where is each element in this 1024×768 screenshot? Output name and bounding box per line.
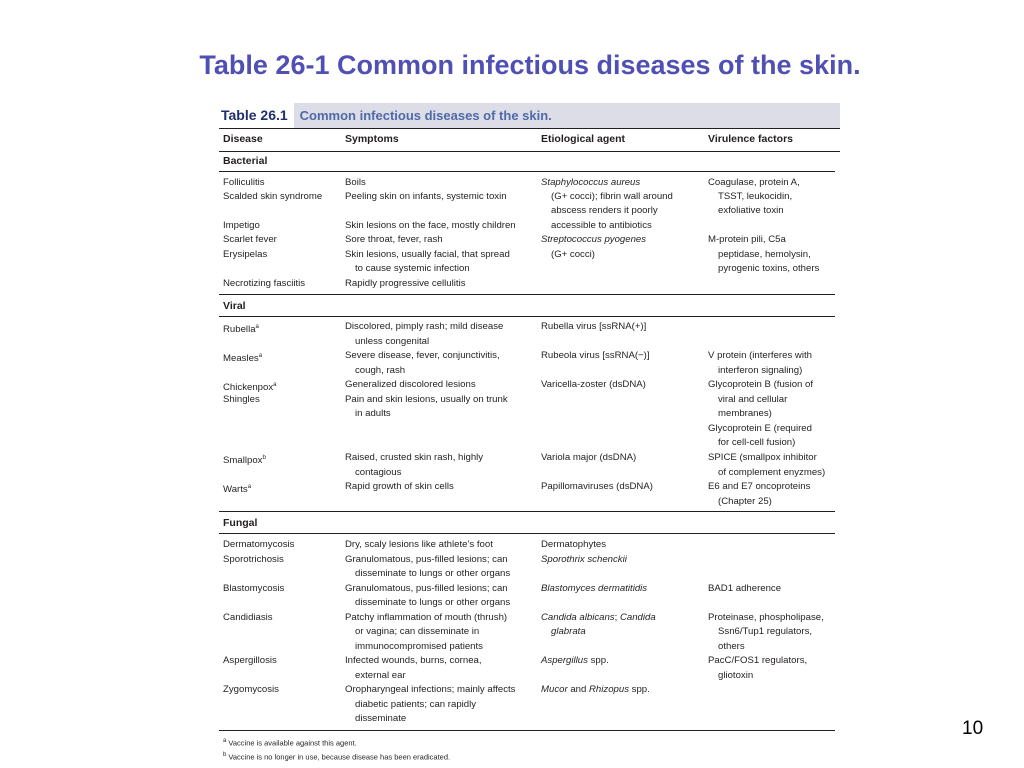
section-viral <box>219 296 835 316</box>
agent-cell: glabrata <box>551 626 586 637</box>
disease-cell: Necrotizing fasciitis <box>223 278 306 289</box>
disease-cell: Measles$^a$ <box>223 353 263 365</box>
symptom-cell: unless congenital <box>355 336 430 347</box>
footnote-b: $^b$ Vaccine is no longer in use, because disease has been eradicated. <box>223 752 451 762</box>
virulence-cell: Ssn6/Tup1 regulators, <box>718 626 813 637</box>
virulence-cell: SPICE (smallpox inhibitor <box>708 452 817 463</box>
footnote-a: $^a$ Vaccine is available against this agent. <box>223 738 357 748</box>
disease-cell: Scalded skin syndrome <box>223 191 323 202</box>
table-caption-bar <box>219 103 840 128</box>
agent-cell: Aspergillus spp. <box>541 655 609 666</box>
virulence-cell: Proteinase, phospholipase, <box>708 612 824 623</box>
symptom-cell: Granulomatous, pus-filled lesions; can <box>345 554 508 565</box>
section-fungal <box>219 513 835 533</box>
virulence-cell: Glycoprotein E (required <box>708 423 812 434</box>
divider <box>219 171 835 172</box>
disease-cell: Aspergillosis <box>223 655 277 666</box>
divider <box>219 533 835 534</box>
agent-cell: Sporothrix schenckii <box>541 554 627 565</box>
disease-cell: Zygomycosis <box>223 684 279 695</box>
section-label-bacterial: Bacterial <box>223 155 268 167</box>
column-header-row <box>219 128 840 152</box>
symptom-cell: to cause systemic infection <box>355 263 470 274</box>
symptom-cell: cough, rash <box>355 365 406 376</box>
symptom-cell: Skin lesions on the face, mostly children <box>345 220 516 231</box>
disease-cell: Shingles <box>223 394 260 405</box>
symptom-cell: diabetic patients; can rapidly <box>355 699 477 710</box>
disease-cell: Blastomycosis <box>223 583 285 594</box>
section-bacterial <box>219 151 835 171</box>
column-header-etiological-agent: Etiological agent <box>541 133 626 145</box>
symptom-cell: disseminate <box>355 713 407 724</box>
symptom-cell: Discolored, pimply rash; mild disease <box>345 321 504 332</box>
symptom-cell: Boils <box>345 177 366 188</box>
symptom-cell: Granulomatous, pus-filled lesions; can <box>345 583 508 594</box>
virulence-cell: others <box>718 641 745 652</box>
table-caption: Common infectious diseases of the skin. <box>299 108 552 123</box>
symptom-cell: Pain and skin lesions, usually on trunk <box>345 394 508 405</box>
table-number: Table 26.1 <box>219 103 294 128</box>
agent-cell: Papillomaviruses (dsDNA) <box>541 481 653 492</box>
disease-cell: Dermatomycosis <box>223 539 295 550</box>
symptom-cell: Severe disease, fever, conjunctivitis, <box>345 350 500 361</box>
symptom-cell: Peeling skin on infants, systemic toxin <box>345 191 507 202</box>
virulence-cell: BAD1 adherence <box>708 583 782 594</box>
virulence-cell: V protein (interferes with <box>708 350 812 361</box>
virulence-cell: of complement enyzmes) <box>718 467 826 478</box>
agent-cell: (G+ cocci); fibrin wall around <box>551 191 673 202</box>
agent-cell: Varicella-zoster (dsDNA) <box>541 379 646 390</box>
symptom-cell: disseminate to lungs or other organs <box>355 568 511 579</box>
virulence-cell: interferon signaling) <box>718 365 803 376</box>
agent-cell: Dermatophytes <box>541 539 607 550</box>
agent-cell: accessible to antibiotics <box>551 220 652 231</box>
column-header-disease: Disease <box>223 133 263 145</box>
symptom-cell: Generalized discolored lesions <box>345 379 476 390</box>
disease-cell: Erysipelas <box>223 249 268 260</box>
agent-cell: Staphylococcus aureus <box>541 177 641 188</box>
symptom-cell: Infected wounds, burns, cornea, <box>345 655 482 666</box>
symptom-cell: Patchy inflammation of mouth (thrush) <box>345 612 508 623</box>
virulence-cell: viral and cellular <box>718 394 788 405</box>
virulence-cell: M-protein pili, C5a <box>708 234 786 245</box>
section-label-fungal: Fungal <box>223 517 258 529</box>
table-26-1 <box>219 103 840 152</box>
agent-cell: (G+ cocci) <box>551 249 595 260</box>
symptom-cell: Oropharyngeal infections; mainly affects <box>345 684 516 695</box>
disease-cell: Candidiasis <box>223 612 273 623</box>
disease-cell: Chickenpox$^a$ <box>223 382 277 394</box>
agent-cell: Rubella virus [ssRNA(+)] <box>541 321 647 332</box>
symptom-cell: Sore throat, fever, rash <box>345 234 443 245</box>
disease-cell: Folliculitis <box>223 177 265 188</box>
section-label-viral: Viral <box>223 300 246 312</box>
disease-cell: Warts$^a$ <box>223 484 252 496</box>
agent-cell: Variola major (dsDNA) <box>541 452 637 463</box>
divider <box>219 294 835 295</box>
virulence-cell: TSST, leukocidin, <box>718 191 793 202</box>
virulence-cell: (Chapter 25) <box>718 496 772 507</box>
symptom-cell: Skin lesions, usually facial, that spread <box>345 249 510 260</box>
disease-cell: Smallpox$^b$ <box>223 455 266 467</box>
agent-cell: Candida albicans; Candida <box>541 612 656 623</box>
disease-cell: Rubella$^a$ <box>223 324 259 336</box>
virulence-cell: for cell-cell fusion) <box>718 437 796 448</box>
virulence-cell: gliotoxin <box>718 670 754 681</box>
symptom-cell: in adults <box>355 408 391 419</box>
footnote-divider <box>219 730 835 731</box>
agent-cell: Blastomyces dermatitidis <box>541 583 648 594</box>
virulence-cell: peptidase, hemolysin, <box>718 249 811 260</box>
divider <box>219 511 835 512</box>
symptom-cell: external ear <box>355 670 406 681</box>
disease-cell: Impetigo <box>223 220 260 231</box>
symptom-cell: Rapidly progressive cellulitis <box>345 278 466 289</box>
agent-cell: Mucor and Rhizopus spp. <box>541 684 650 695</box>
symptom-cell: Raised, crusted skin rash, highly <box>345 452 484 463</box>
agent-cell: abscess renders it poorly <box>551 205 658 216</box>
symptom-cell: or vagina; can disseminate in <box>355 626 480 637</box>
virulence-cell: membranes) <box>718 408 772 419</box>
symptom-cell: contagious <box>355 467 402 478</box>
slide-title: Table 26-1 Common infectious diseases of the skin. <box>199 50 861 80</box>
column-header-symptoms: Symptoms <box>345 133 399 145</box>
virulence-cell: E6 and E7 oncoproteins <box>708 481 811 492</box>
disease-cell: Scarlet fever <box>223 234 277 245</box>
symptom-cell: Rapid growth of skin cells <box>345 481 454 492</box>
virulence-cell: Coagulase, protein A, <box>708 177 800 188</box>
agent-cell: Rubeola virus [ssRNA(−)] <box>541 350 650 361</box>
virulence-cell: Glycoprotein B (fusion of <box>708 379 814 390</box>
symptom-cell: disseminate to lungs or other organs <box>355 597 511 608</box>
virulence-cell: pyrogenic toxins, others <box>718 263 820 274</box>
virulence-cell: exfoliative toxin <box>718 205 784 216</box>
page-number: 10 <box>962 718 984 739</box>
divider <box>219 316 835 317</box>
symptom-cell: Dry, scaly lesions like athlete’s foot <box>345 539 493 550</box>
symptom-cell: immunocompromised patients <box>355 641 483 652</box>
virulence-cell: PacC/FOS1 regulators, <box>708 655 808 666</box>
column-header-virulence-factors: Virulence factors <box>708 133 794 145</box>
disease-cell: Sporotrichosis <box>223 554 284 565</box>
agent-cell: Streptococcus pyogenes <box>541 234 647 245</box>
